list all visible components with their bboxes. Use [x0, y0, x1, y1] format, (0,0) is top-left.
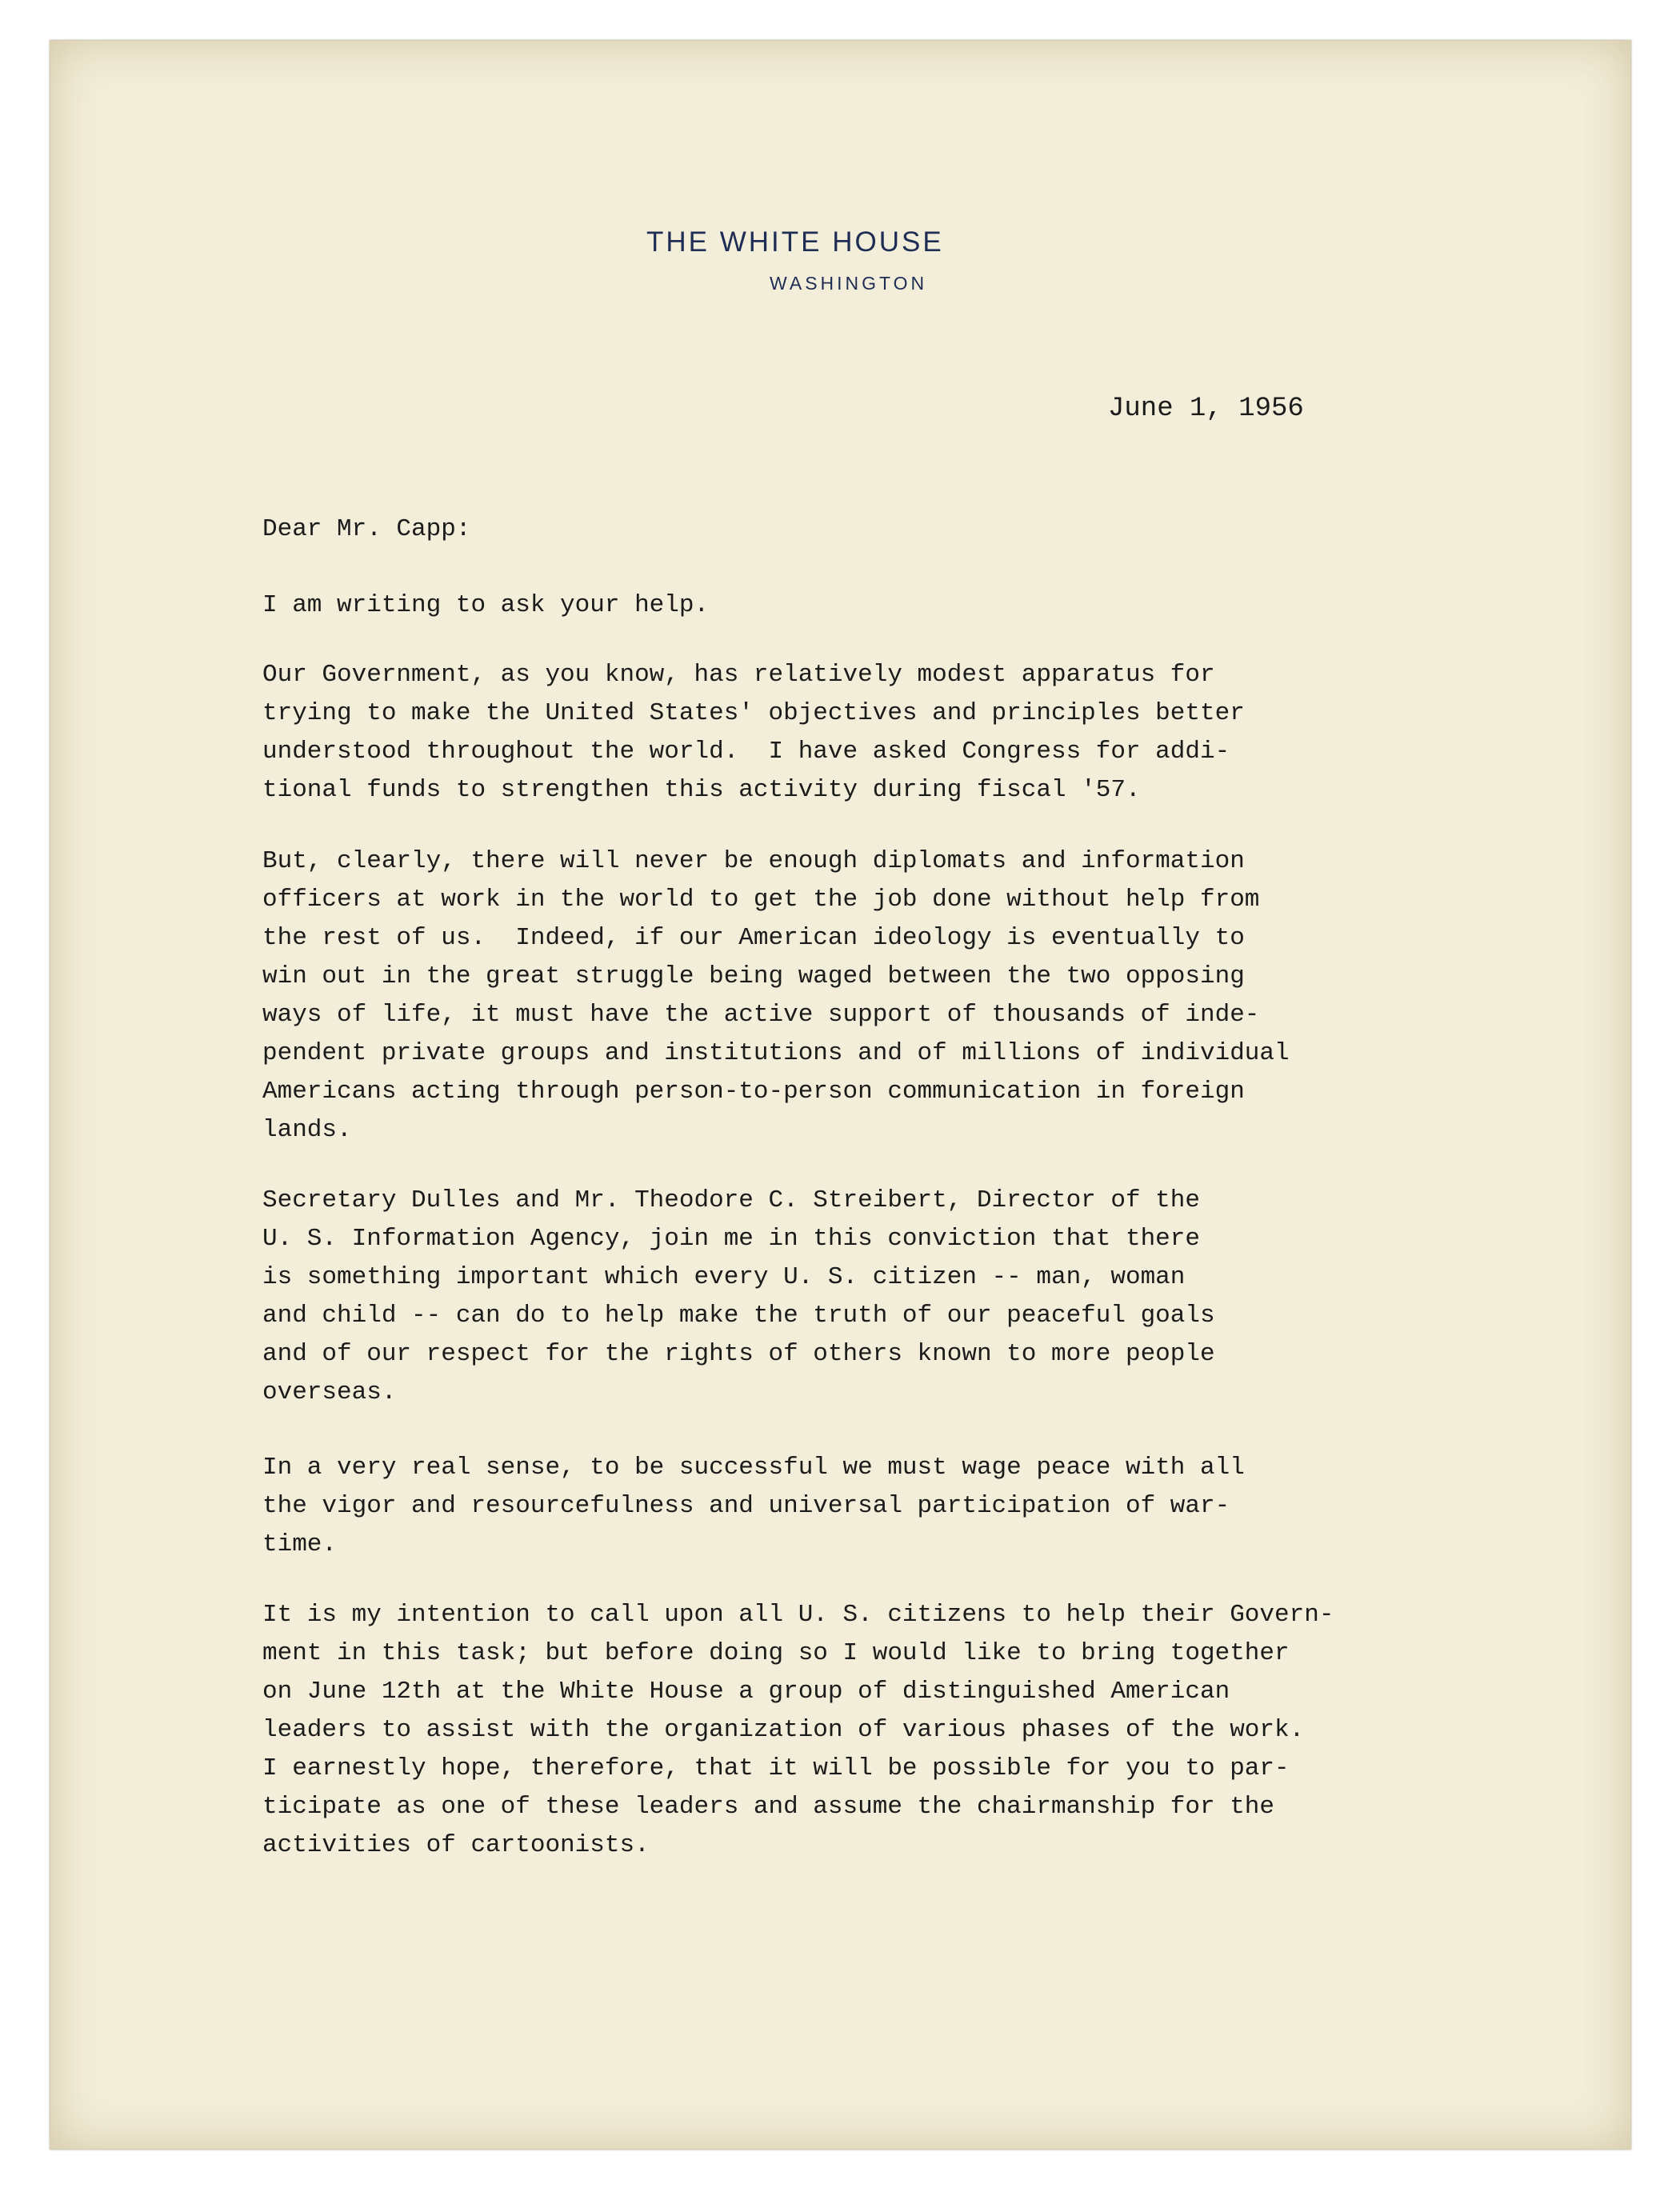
paragraph-government-apparatus: Our Government, as you know, has relatively modest apparatus for trying to make the United States' objectives and principles better understood throughout the world. I have asked Congress for addi- tional funds to strengthen this activity during fiscal '57.	[262, 661, 1245, 804]
paragraph-intention: It is my intention to call upon all U. S. citizens to help their Govern- ment in this task; but before doing so I would like to bring together on June 12th at the White House a group of distinguished American leaders to assist with the organization of various phases of the work. I earnestly hope, therefore, that it will be possible for you to par- ticipate as one of these leaders and assume the chairmanship for the activities of cartoonists.	[262, 1601, 1334, 1859]
letterhead-title: THE WHITE HOUSE	[646, 226, 944, 258]
letter-date: June 1, 1956	[1108, 394, 1304, 424]
salutation: Dear Mr. Capp:	[262, 515, 471, 543]
paragraph-wage-peace: In a very real sense, to be successful we must wage peace with all the vigor and resourcefulness and universal participation of war- time.	[262, 1454, 1245, 1558]
letterhead-subtitle: WASHINGTON	[770, 273, 928, 294]
letterhead	[0, 0, 1680, 320]
paragraph-dulles-streibert: Secretary Dulles and Mr. Theodore C. Streibert, Director of the U. S. Information Agency, join me in this conviction that there is something important which every U. S. citizen -- man, woman and child -- can do to help make the truth of our peaceful goals and of our respect for the rights of others known to more people overseas.	[262, 1186, 1215, 1406]
paragraph-opening: I am writing to ask your help.	[262, 591, 710, 619]
paragraph-diplomats: But, clearly, there will never be enough diplomats and information officers at work in the world to get the job done without help from the rest of us. Indeed, if our American ideology is eventually to win out in the great struggle being waged between the two opposing ways of life, it must have the active support of thousands of inde- pendent private groups and institutions and of millions of individual Americans acting through person-to-person communication in foreign lands.	[262, 847, 1290, 1144]
